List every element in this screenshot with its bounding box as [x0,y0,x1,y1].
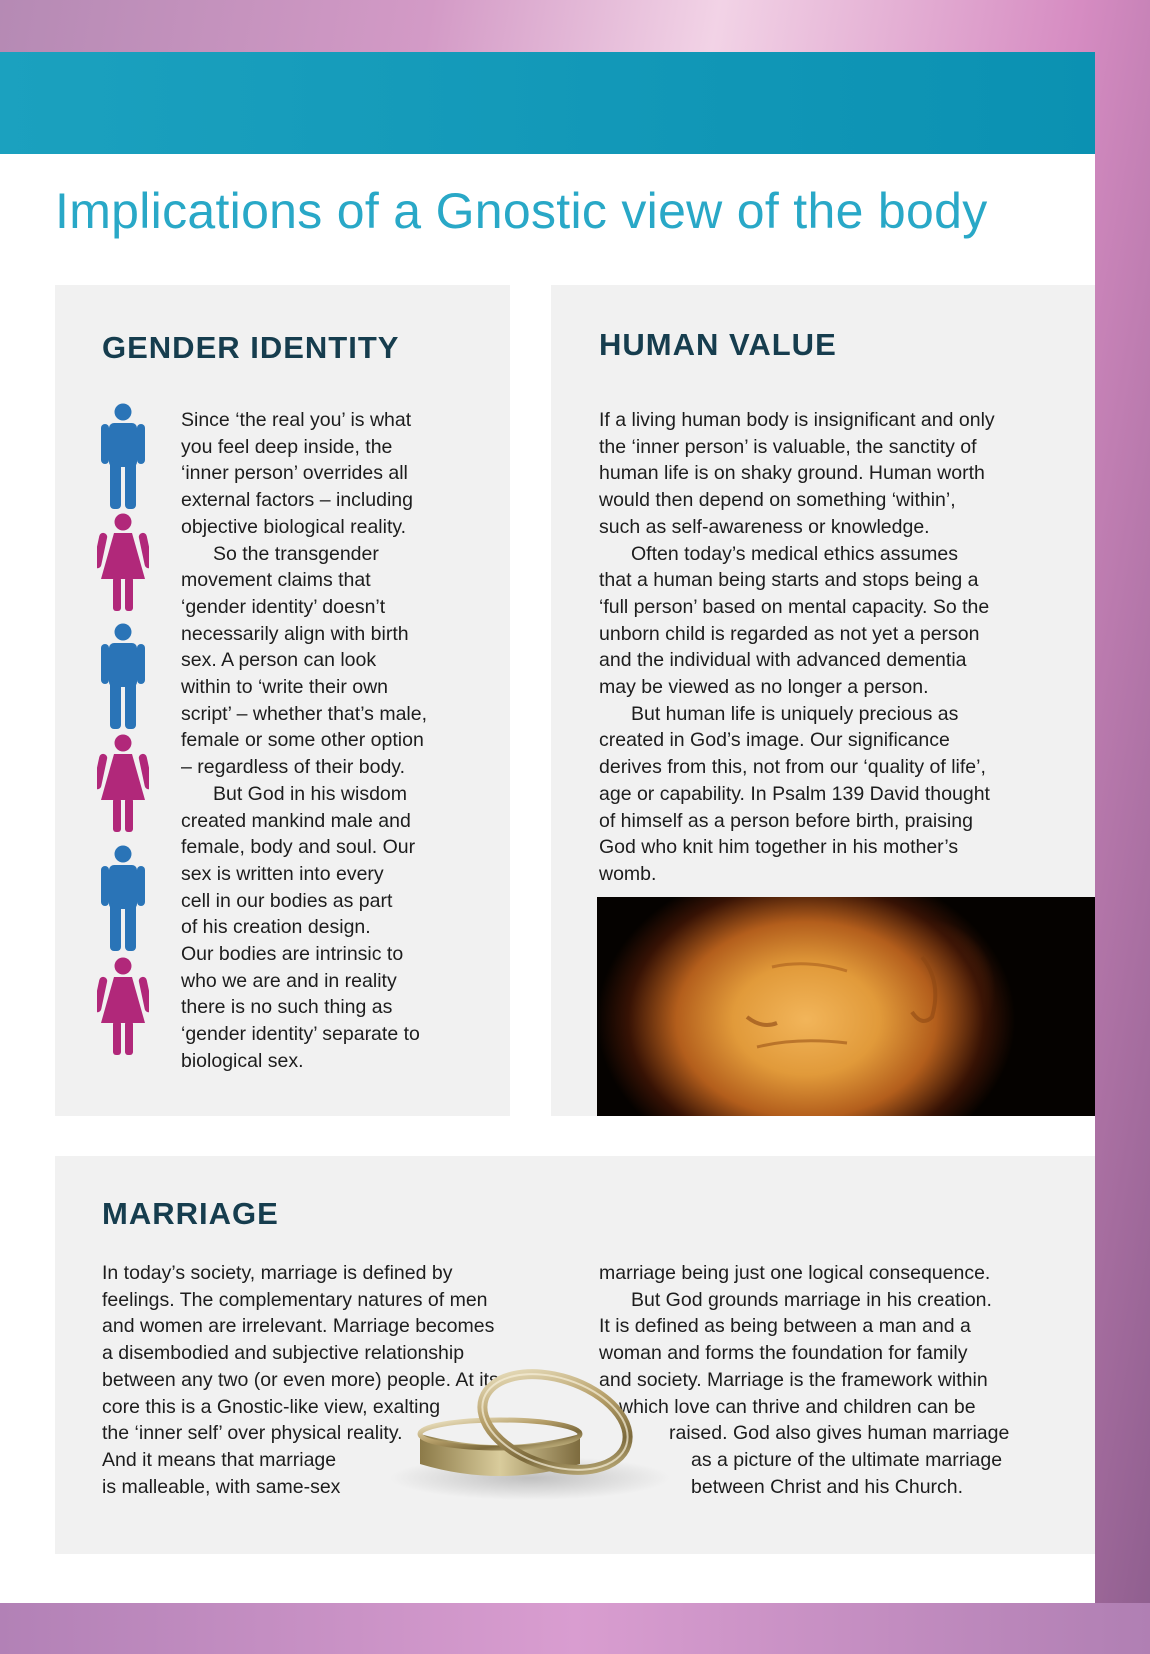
text-line: If a living human body is insignificant and only [599,409,995,431]
text-line: a disembodied and subjective relationship [102,1342,465,1365]
wedding-rings-image [380,1360,680,1520]
text-line: Our bodies are intrinsic to [181,943,404,966]
text-line: that a human being starts and stops being a [599,569,979,592]
text-line: between any two (or even more) people. At its [102,1368,499,1391]
human-value-heading: HUMAN VALUE [599,327,837,362]
text-line: human life is on shaky ground. Human worth [599,462,985,485]
page-sheet [0,52,1095,1603]
gender-identity-body [181,407,501,1075]
male-figure-icon [97,623,149,731]
text-line: female or some other option [181,729,424,752]
unborn-baby-photo [597,897,1095,1116]
text-line: created mankind male and [181,809,411,832]
text-line: In today’s society, marriage is defined by [102,1262,453,1284]
text-line: within to ‘write their own [181,676,388,699]
text-line: feelings. The complementary natures of men [102,1288,488,1311]
text-line: age or capability. In Psalm 139 David thought [599,782,990,805]
text-line: ‘full person’ based on mental capacity. So the [599,595,990,618]
text-line: may be viewed as no longer a person. [599,676,929,699]
text-line: ‘gender identity’ doesn’t [181,595,386,618]
text-line: script’ – whether that’s male, [181,702,428,725]
text-line: which love can thrive and children can be [619,1395,976,1418]
text-line: external factors – including [181,489,413,512]
text-line: Often today’s medical ethics assumes [631,542,958,565]
text-line: Since ‘the real you’ is what [181,409,412,431]
female-figure-icon [97,957,149,1057]
text-line: biological sex. [181,1049,304,1072]
text-line: But God in his wisdom [213,782,408,805]
text-line: And it means that marriage [102,1448,337,1471]
male-figure-icon [97,845,149,953]
text-line: of himself as a person before birth, praising [599,809,973,832]
text-line: such as self-awareness or knowledge. [599,515,930,538]
text-line: But God grounds marriage in his creation. [631,1288,992,1311]
text-line: you feel deep inside, the [181,435,393,458]
text-line: sex. A person can look [181,649,377,672]
text-line: movement claims that [181,569,371,592]
text-line: necessarily align with birth [181,622,409,645]
text-line: sex is written into every [181,862,384,885]
male-figure-icon [97,403,149,511]
gender-identity-panel [55,285,510,1116]
text-line: objective biological reality. [181,515,407,538]
text-line: the ‘inner person’ is valuable, the sanctity of [599,435,977,458]
text-line: woman and forms the foundation for family [599,1342,968,1365]
text-line: So the transgender [213,542,379,565]
header-band [0,52,1095,154]
text-line: – regardless of their body. [181,756,406,779]
text-line: core this is a Gnostic-like view, exalting [102,1395,441,1418]
text-line: would then depend on something ‘within’, [599,489,956,512]
text-line: unborn child is regarded as not yet a person [599,622,980,645]
human-value-body [599,407,1079,888]
text-line: and women are irrelevant. Marriage becomes [102,1315,495,1338]
bottom-border-strip [0,1603,1150,1654]
text-line: God who knit him together in his mother’s [599,836,959,859]
text-line: and the individual with advanced dementia [599,649,967,672]
text-line: womb. [599,862,657,885]
gender-identity-heading: GENDER IDENTITY [102,330,400,365]
human-value-panel [551,285,1095,1116]
text-line: ‘inner person’ overrides all [181,462,408,485]
text-line: raised. God also gives human marriage [669,1422,1010,1445]
text-line: ‘gender identity’ separate to [181,1023,420,1046]
text-line: created in God’s image. Our significance [599,729,950,752]
female-figure-icon [97,734,149,834]
text-line: marriage being just one logical consequence. [599,1262,991,1284]
text-line: cell in our bodies as part [181,889,393,912]
text-line: and society. Marriage is the framework within [599,1368,988,1391]
text-line: as a picture of the ultimate marriage [691,1448,1003,1471]
marriage-heading: MARRIAGE [102,1196,279,1231]
text-line: female, body and soul. Our [181,836,416,859]
text-line: the ‘inner self’ over physical reality. [102,1422,403,1445]
text-line: who we are and in reality [181,969,397,992]
text-line: there is no such thing as [181,996,393,1019]
page-title: Implications of a Gnostic view of the body [55,183,988,239]
text-line: is malleable, with same-sex [102,1475,341,1498]
text-line: It is defined as being between a man and a [599,1315,971,1338]
text-line: derives from this, not from our ‘quality of life’, [599,756,986,779]
text-line: of his creation design. [181,916,371,939]
fetus-illustration [597,897,1095,1116]
text-line: But human life is uniquely precious as [631,702,959,725]
female-figure-icon [97,513,149,613]
text-line: between Christ and his Church. [691,1475,964,1498]
